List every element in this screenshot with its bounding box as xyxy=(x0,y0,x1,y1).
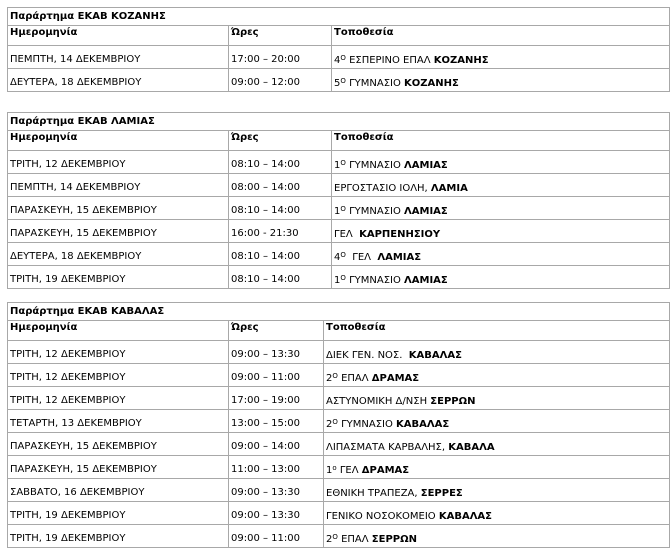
location-name: ΕΣΠΕΡΙΝΟ ΕΠΑΛ xyxy=(345,55,434,66)
cell-date: ΣΑΒΒΑΤΟ, 16 ΔΕΚΕΜΒΡΙΟΥ xyxy=(8,479,229,502)
header-location: Τοποθεσία xyxy=(332,26,670,46)
location-ordinal-sup: ο xyxy=(332,464,337,472)
header-hours: Ώρες xyxy=(229,26,332,46)
table-row xyxy=(8,220,670,243)
cell-location xyxy=(324,525,670,548)
location-name: ΕΠΑΛ xyxy=(337,534,372,545)
location-ordinal-sup: Ο xyxy=(340,251,346,259)
location-city: ΚΑΒΑΛΑΣ xyxy=(396,419,450,430)
location-city: ΚΑΡΠΕΝΗΣΙΟΥ xyxy=(359,229,441,240)
cell-hours: 11:00 – 13:00 xyxy=(229,456,324,479)
location-name: ΓΥΜΝΑΣΙΟ xyxy=(337,419,397,430)
cell-hours: 13:00 – 15:00 xyxy=(229,410,324,433)
cell-hours: 08:10 – 14:00 xyxy=(229,266,332,289)
location-ordinal-sup: Ο xyxy=(332,418,338,426)
cell-location xyxy=(332,46,670,69)
schedule-table xyxy=(7,7,670,92)
cell-hours: 08:10 – 14:00 xyxy=(229,243,332,266)
schedule-table xyxy=(7,302,670,548)
location-ordinal: 1 xyxy=(334,275,341,286)
cell-location xyxy=(332,197,670,220)
location-name: ΓΥΜΝΑΣΙΟ xyxy=(345,206,405,217)
location-name: ΓΥΜΝΑΣΙΟ xyxy=(345,275,405,286)
location-ordinal: 2 xyxy=(326,419,333,430)
cell-date: ΠΑΡΑΣΚΕΥΗ, 15 ΔΕΚΕΜΒΡΙΟΥ xyxy=(8,220,229,243)
location-ordinal-sup: Ο xyxy=(340,77,346,85)
section-title: Παράρτημα ΕΚΑΒ ΚΑΒΑΛΑΣ xyxy=(8,303,670,321)
location-name: ΕΘΝΙΚΗ ΤΡΑΠΕΖΑ, xyxy=(326,488,421,499)
cell-hours: 09:00 – 12:00 xyxy=(229,69,332,92)
cell-hours: 17:00 – 19:00 xyxy=(229,387,324,410)
section-title: Παράρτημα ΕΚΑΒ ΚΟΖΑΝΗΣ xyxy=(8,8,670,26)
cell-location xyxy=(324,364,670,387)
location-city: ΚΟΖΑΝΗΣ xyxy=(404,78,459,89)
location-city: ΚΑΒΑΛΑΣ xyxy=(408,350,462,361)
location-name: ΛΙΠΑΣΜΑΤΑ ΚΑΡΒΑΛΗΣ, xyxy=(326,442,449,453)
header-date: Ημερομηνία xyxy=(8,321,229,341)
location-name: ΓΕΛ xyxy=(334,229,360,240)
location-city: ΛΑΜΙΑΣ xyxy=(377,252,422,263)
header-location: Τοποθεσία xyxy=(324,321,670,341)
location-city: ΛΑΜΙΑΣ xyxy=(404,275,448,286)
location-ordinal-sup: Ο xyxy=(340,159,346,167)
table-row xyxy=(8,525,670,548)
header-location: Τοποθεσία xyxy=(332,131,670,151)
location-name: ΕΡΓΟΣΤΑΣΙΟ ΙΟΛΗ, xyxy=(334,183,431,194)
location-ordinal: 1 xyxy=(334,160,341,171)
location-city: ΛΑΜΙΑΣ xyxy=(404,160,448,171)
cell-location xyxy=(332,174,670,197)
cell-location xyxy=(324,341,670,364)
cell-location xyxy=(332,266,670,289)
cell-hours: 17:00 – 20:00 xyxy=(229,46,332,69)
table-row xyxy=(8,151,670,174)
cell-hours: 09:00 – 13:30 xyxy=(229,479,324,502)
location-ordinal-sup: Ο xyxy=(332,533,338,541)
cell-date: ΤΡΙΤΗ, 19 ΔΕΚΕΜΒΡΙΟΥ xyxy=(8,525,229,548)
cell-location xyxy=(324,387,670,410)
cell-location xyxy=(324,410,670,433)
table-row xyxy=(8,174,670,197)
section-kozanis xyxy=(7,7,669,92)
cell-date: ΤΡΙΤΗ, 12 ΔΕΚΕΜΒΡΙΟΥ xyxy=(8,151,229,174)
cell-hours: 09:00 – 11:00 xyxy=(229,364,324,387)
cell-location xyxy=(324,479,670,502)
table-row xyxy=(8,266,670,289)
cell-location xyxy=(332,220,670,243)
location-ordinal-sup: Ο xyxy=(332,372,338,380)
cell-hours: 09:00 – 14:00 xyxy=(229,433,324,456)
location-ordinal: 2 xyxy=(326,373,333,384)
cell-location xyxy=(324,502,670,525)
section-lamias xyxy=(7,112,669,289)
cell-date: ΠΑΡΑΣΚΕΥΗ, 15 ΔΕΚΕΜΒΡΙΟΥ xyxy=(8,197,229,220)
location-city: ΛΑΜΙΑΣ xyxy=(404,206,448,217)
table-row xyxy=(8,433,670,456)
cell-location xyxy=(332,243,670,266)
location-name: ΓΕΝΙΚΟ ΝΟΣΟΚΟΜΕΙΟ xyxy=(326,511,439,522)
table-row xyxy=(8,341,670,364)
cell-date: ΤΡΙΤΗ, 19 ΔΕΚΕΜΒΡΙΟΥ xyxy=(8,502,229,525)
table-row xyxy=(8,197,670,220)
location-city: ΣΕΡΡΕΣ xyxy=(420,488,463,499)
location-city: ΚΑΒΑΛΑ xyxy=(448,442,495,453)
location-ordinal: 4 xyxy=(334,252,341,263)
location-name: ΕΠΑΛ xyxy=(337,373,372,384)
cell-hours: 08:10 – 14:00 xyxy=(229,197,332,220)
header-date: Ημερομηνία xyxy=(8,26,229,46)
cell-date: ΠΕΜΠΤΗ, 14 ΔΕΚΕΜΒΡΙΟΥ xyxy=(8,174,229,197)
header-hours: Ώρες xyxy=(229,131,332,151)
table-row xyxy=(8,456,670,479)
schedule-table xyxy=(7,112,670,289)
cell-hours: 09:00 – 13:30 xyxy=(229,341,324,364)
header-date: Ημερομηνία xyxy=(8,131,229,151)
location-ordinal-sup: Ο xyxy=(340,205,346,213)
table-row xyxy=(8,46,670,69)
cell-location xyxy=(324,433,670,456)
cell-date: ΔΕΥΤΕΡΑ, 18 ΔΕΚΕΜΒΡΙΟΥ xyxy=(8,243,229,266)
cell-hours: 09:00 – 11:00 xyxy=(229,525,324,548)
location-city: ΛΑΜΙΑ xyxy=(430,183,468,194)
location-name: ΓΕΛ xyxy=(345,252,378,263)
cell-date: ΔΕΥΤΕΡΑ, 18 ΔΕΚΕΜΒΡΙΟΥ xyxy=(8,69,229,92)
cell-location xyxy=(324,456,670,479)
table-row xyxy=(8,69,670,92)
location-city: ΔΡΑΜΑΣ xyxy=(371,373,420,384)
cell-date: ΠΕΜΠΤΗ, 14 ΔΕΚΕΜΒΡΙΟΥ xyxy=(8,46,229,69)
cell-date: ΠΑΡΑΣΚΕΥΗ, 15 ΔΕΚΕΜΒΡΙΟΥ xyxy=(8,456,229,479)
location-city: ΣΕΡΡΩΝ xyxy=(371,534,417,545)
cell-date: ΤΡΙΤΗ, 12 ΔΕΚΕΜΒΡΙΟΥ xyxy=(8,341,229,364)
cell-date: ΤΡΙΤΗ, 19 ΔΕΚΕΜΒΡΙΟΥ xyxy=(8,266,229,289)
location-name: ΓΕΛ xyxy=(336,465,362,476)
table-row xyxy=(8,364,670,387)
cell-date: ΤΡΙΤΗ, 12 ΔΕΚΕΜΒΡΙΟΥ xyxy=(8,364,229,387)
location-ordinal-sup: Ο xyxy=(340,274,346,282)
location-city: ΔΡΑΜΑΣ xyxy=(361,465,410,476)
table-row xyxy=(8,502,670,525)
header-hours: Ώρες xyxy=(229,321,324,341)
location-name: ΓΥΜΝΑΣΙΟ xyxy=(345,160,405,171)
location-ordinal: 1 xyxy=(334,206,341,217)
cell-location xyxy=(332,69,670,92)
cell-hours: 08:00 – 14:00 xyxy=(229,174,332,197)
location-ordinal: 5 xyxy=(334,78,341,89)
table-row xyxy=(8,243,670,266)
cell-hours: 16:00 - 21:30 xyxy=(229,220,332,243)
section-title: Παράρτημα ΕΚΑΒ ΛΑΜΙΑΣ xyxy=(8,113,670,131)
cell-date: ΤΕΤΑΡΤΗ, 13 ΔΕΚΕΜΒΡΙΟΥ xyxy=(8,410,229,433)
location-city: ΚΑΒΑΛΑΣ xyxy=(438,511,493,522)
location-name: ΓΥΜΝΑΣΙΟ xyxy=(345,78,405,89)
table-row xyxy=(8,479,670,502)
section-kavalas xyxy=(7,302,669,548)
location-city: ΣΕΡΡΩΝ xyxy=(430,396,476,407)
cell-hours: 09:00 – 13:30 xyxy=(229,502,324,525)
cell-location xyxy=(332,151,670,174)
table-row xyxy=(8,387,670,410)
location-ordinal-sup: Ο xyxy=(340,54,346,62)
cell-hours: 08:10 – 14:00 xyxy=(229,151,332,174)
location-ordinal: 4 xyxy=(334,55,341,66)
location-city: ΚΟΖΑΝΗΣ xyxy=(433,55,489,66)
location-name: ΑΣΤΥΝΟΜΙΚΗ Δ/ΝΣΗ xyxy=(326,396,431,407)
location-ordinal: 1 xyxy=(326,465,333,476)
cell-date: ΤΡΙΤΗ, 12 ΔΕΚΕΜΒΡΙΟΥ xyxy=(8,387,229,410)
cell-date: ΠΑΡΑΣΚΕΥΗ, 15 ΔΕΚΕΜΒΡΙΟΥ xyxy=(8,433,229,456)
table-row xyxy=(8,410,670,433)
location-name: ΔΙΕΚ ΓΕΝ. ΝΟΣ. xyxy=(326,350,409,361)
location-ordinal: 2 xyxy=(326,534,333,545)
